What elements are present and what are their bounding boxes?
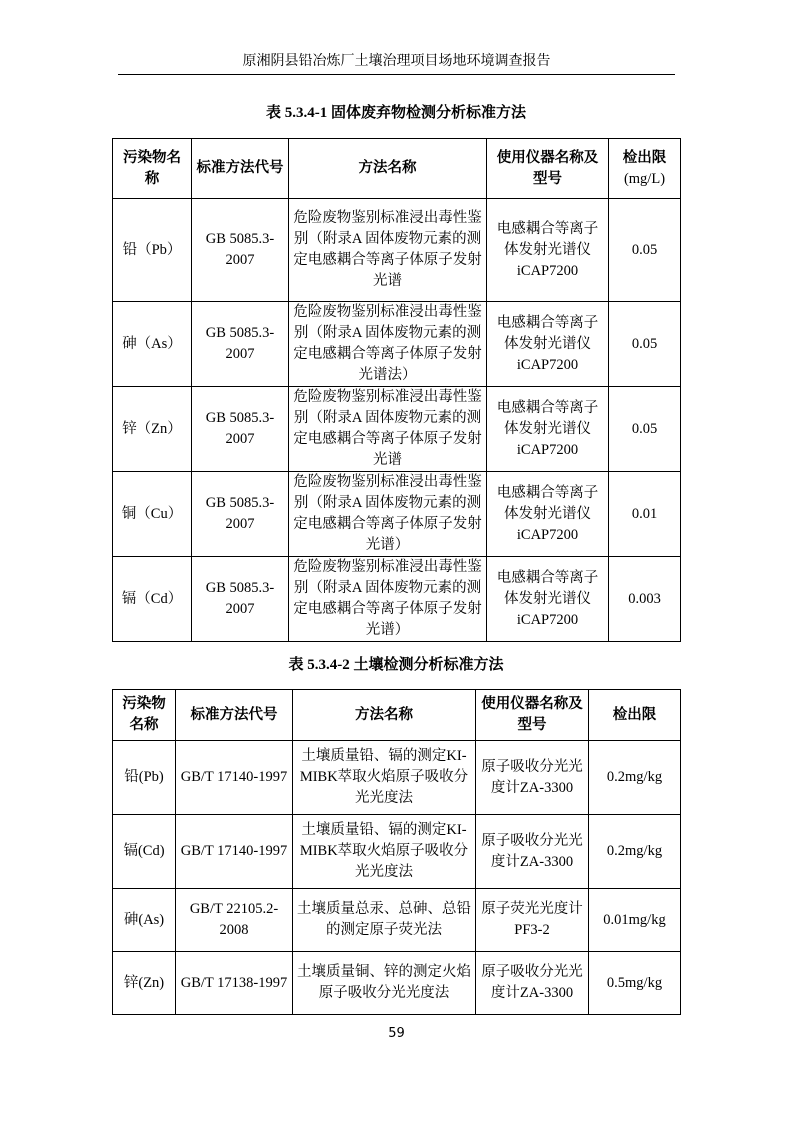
limit-cell: 0.003 [609, 557, 681, 642]
page-header-title: 原湘阴县铅冶炼厂土壤治理项目场地环境调查报告 [242, 54, 551, 69]
table-row [113, 199, 681, 302]
table-row [113, 472, 681, 557]
header-limit: 检出限 [589, 690, 681, 741]
header-limit-unit: (mg/L) [623, 170, 666, 187]
page-number: 59 [388, 1026, 405, 1041]
code-cell: GB 5085.3-2007 [192, 472, 289, 557]
method-cell: 危险废物鉴别标准浸出毒性鉴别（附录A 固体废物元素的测定电感耦合等离子体原子发射光谱法） [289, 302, 487, 387]
pollutant-cell: 镉（Cd） [113, 557, 192, 642]
header-code: 标准方法代号 [176, 690, 293, 741]
pollutant-cell: 铅（Pb） [113, 199, 192, 302]
table1-caption: 表 5.3.4-1 固体废弃物检测分析标准方法 [266, 105, 526, 121]
code-cell: GB 5085.3-2007 [192, 387, 289, 472]
method-cell: 危险废物鉴别标准浸出毒性鉴别（附录A 固体废物元素的测定电感耦合等离子体原子发射光谱 [289, 199, 487, 302]
pollutant-cell: 铅(Pb) [113, 741, 176, 815]
limit-cell: 0.01mg/kg [589, 889, 681, 952]
pollutant-cell: 砷（As） [113, 302, 192, 387]
pollutant-cell: 铜（Cu） [113, 472, 192, 557]
table1-header-row [113, 139, 681, 199]
header-method: 方法名称 [293, 690, 476, 741]
table-row [113, 741, 681, 815]
limit-cell: 0.2mg/kg [589, 741, 681, 815]
table2-header-row [113, 690, 681, 741]
method-cell: 土壤质量铅、镉的测定KI-MIBK萃取火焰原子吸收分光光度法 [293, 815, 476, 889]
header-instrument: 使用仪器名称及型号 [476, 690, 589, 741]
limit-cell: 0.5mg/kg [589, 952, 681, 1015]
method-cell: 土壤质量铅、镉的测定KI-MIBK萃取火焰原子吸收分光光度法 [293, 741, 476, 815]
instrument-cell: 电感耦合等离子体发射光谱仪iCAP7200 [487, 387, 609, 472]
solid-waste-methods-table [112, 138, 681, 642]
table-row [113, 952, 681, 1015]
limit-cell: 0.05 [609, 302, 681, 387]
code-cell: GB/T 22105.2-2008 [176, 889, 293, 952]
code-cell: GB 5085.3-2007 [192, 557, 289, 642]
limit-cell: 0.05 [609, 199, 681, 302]
code-cell: GB/T 17140-1997 [176, 741, 293, 815]
header-limit-label: 检出限 [622, 149, 667, 166]
table-row [113, 387, 681, 472]
header-instrument: 使用仪器名称及型号 [487, 139, 609, 199]
instrument-cell: 电感耦合等离子体发射光谱仪iCAP7200 [487, 302, 609, 387]
limit-cell: 0.05 [609, 387, 681, 472]
method-cell: 危险废物鉴别标准浸出毒性鉴别（附录A 固体废物元素的测定电感耦合等离子体原子发射光谱） [289, 557, 487, 642]
limit-cell: 0.2mg/kg [589, 815, 681, 889]
method-cell: 危险废物鉴别标准浸出毒性鉴别（附录A 固体废物元素的测定电感耦合等离子体原子发射光谱 [289, 387, 487, 472]
pollutant-cell: 镉(Cd) [113, 815, 176, 889]
pollutant-cell: 锌(Zn) [113, 952, 176, 1015]
header-limit [609, 139, 681, 199]
pollutant-cell: 锌（Zn） [113, 387, 192, 472]
code-cell: GB 5085.3-2007 [192, 199, 289, 302]
method-cell: 土壤质量铜、锌的测定火焰原子吸收分光光度法 [293, 952, 476, 1015]
instrument-cell: 电感耦合等离子体发射光谱仪iCAP7200 [487, 557, 609, 642]
soil-methods-table [112, 689, 681, 1015]
code-cell: GB 5085.3-2007 [192, 302, 289, 387]
instrument-cell: 原子吸收分光光度计ZA-3300 [476, 741, 589, 815]
method-cell: 危险废物鉴别标准浸出毒性鉴别（附录A 固体废物元素的测定电感耦合等离子体原子发射光谱） [289, 472, 487, 557]
table-row [113, 815, 681, 889]
instrument-cell: 电感耦合等离子体发射光谱仪iCAP7200 [487, 472, 609, 557]
code-cell: GB/T 17140-1997 [176, 815, 293, 889]
header-method: 方法名称 [289, 139, 487, 199]
table2-caption: 表 5.3.4-2 土壤检测分析标准方法 [288, 657, 504, 673]
pollutant-cell: 砷(As) [113, 889, 176, 952]
code-cell: GB/T 17138-1997 [176, 952, 293, 1015]
instrument-cell: 电感耦合等离子体发射光谱仪iCAP7200 [487, 199, 609, 302]
table-row [113, 889, 681, 952]
instrument-cell: 原子吸收分光光度计ZA-3300 [476, 952, 589, 1015]
header-pollutant: 污染物名称 [113, 139, 192, 199]
table-row [113, 302, 681, 387]
instrument-cell: 原子吸收分光光度计ZA-3300 [476, 815, 589, 889]
header-pollutant: 污染物名称 [113, 690, 176, 741]
table-row [113, 557, 681, 642]
limit-cell: 0.01 [609, 472, 681, 557]
header-divider [118, 74, 675, 75]
header-code: 标准方法代号 [192, 139, 289, 199]
instrument-cell: 原子荧光光度计PF3-2 [476, 889, 589, 952]
method-cell: 土壤质量总汞、总砷、总铅的测定原子荧光法 [293, 889, 476, 952]
